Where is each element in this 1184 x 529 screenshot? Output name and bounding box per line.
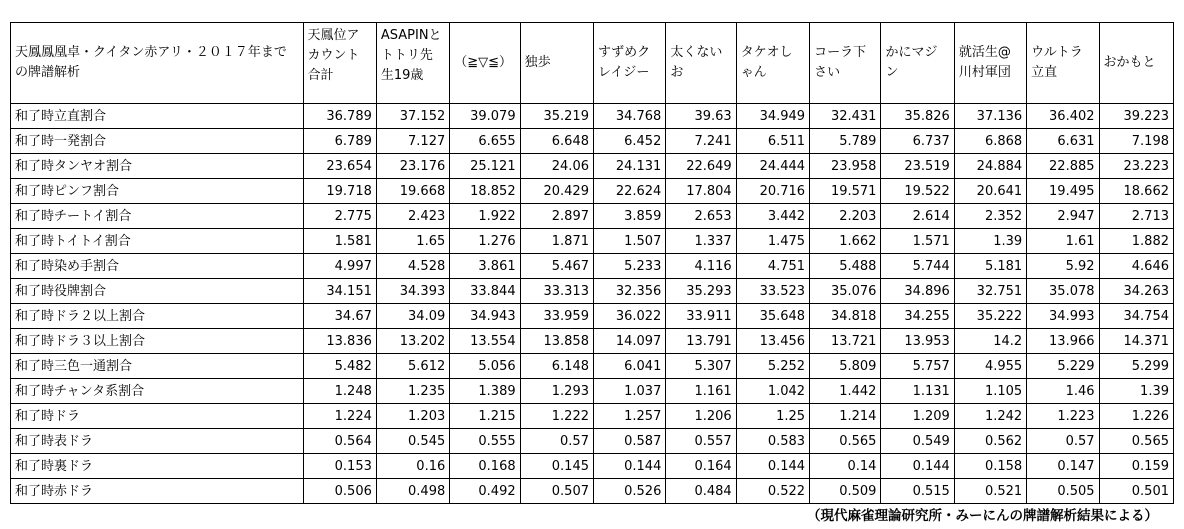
value-cell[interactable]: 19.668 [376, 179, 449, 204]
value-cell[interactable]: 19.571 [810, 179, 881, 204]
value-cell[interactable]: 33.959 [520, 304, 593, 329]
value-cell[interactable]: 34.255 [881, 304, 954, 329]
value-cell[interactable]: 18.662 [1099, 179, 1173, 204]
column-header[interactable]: すずめクレイジー [593, 23, 665, 104]
value-cell[interactable]: 22.624 [593, 179, 665, 204]
value-cell[interactable]: 0.158 [954, 454, 1026, 479]
value-cell[interactable]: 0.16 [376, 454, 449, 479]
value-cell[interactable]: 0.549 [881, 429, 954, 454]
value-cell[interactable]: 1.215 [450, 404, 520, 429]
value-cell[interactable]: 19.495 [1027, 179, 1099, 204]
value-cell[interactable]: 19.718 [303, 179, 376, 204]
value-cell[interactable]: 33.844 [450, 279, 520, 304]
value-cell[interactable]: 1.222 [520, 404, 593, 429]
value-cell[interactable]: 1.571 [881, 229, 954, 254]
column-header[interactable]: おかもと [1099, 23, 1173, 104]
value-cell[interactable]: 0.587 [593, 429, 665, 454]
value-cell[interactable]: 0.583 [736, 429, 809, 454]
column-header[interactable]: ASAPINとトトリ先生19歳 [376, 23, 449, 104]
row-label-cell[interactable]: 和了時表ドラ [11, 429, 304, 454]
value-cell[interactable]: 35.219 [520, 104, 593, 129]
value-cell[interactable]: 6.648 [520, 129, 593, 154]
value-cell[interactable]: 1.235 [376, 379, 449, 404]
table-body [11, 104, 1174, 504]
value-cell[interactable]: 2.775 [303, 204, 376, 229]
value-cell[interactable]: 34.67 [303, 304, 376, 329]
value-cell[interactable]: 6.148 [520, 354, 593, 379]
value-cell[interactable]: 33.313 [520, 279, 593, 304]
value-cell[interactable]: 4.955 [954, 354, 1026, 379]
value-cell[interactable]: 7.198 [1099, 129, 1173, 154]
value-cell[interactable]: 0.492 [450, 479, 520, 504]
table-row [11, 204, 1174, 229]
column-header[interactable]: タケオしゃん [736, 23, 809, 104]
value-cell[interactable]: 22.885 [1027, 154, 1099, 179]
value-cell[interactable]: 20.429 [520, 179, 593, 204]
value-cell[interactable]: 0.145 [520, 454, 593, 479]
value-cell[interactable]: 1.223 [1027, 404, 1099, 429]
source-credit: （現代麻雀理論研究所・みーにんの牌譜解析結果による） [807, 508, 1158, 524]
value-cell[interactable]: 1.037 [593, 379, 665, 404]
value-cell[interactable]: 1.105 [954, 379, 1026, 404]
value-cell[interactable]: 35.648 [736, 304, 809, 329]
value-cell[interactable]: 23.176 [376, 154, 449, 179]
value-cell[interactable]: 6.631 [1027, 129, 1099, 154]
row-label-cell[interactable]: 和了時赤ドラ [11, 479, 304, 504]
value-cell[interactable]: 25.121 [450, 154, 520, 179]
value-cell[interactable]: 13.554 [450, 329, 520, 354]
value-cell[interactable]: 3.861 [450, 254, 520, 279]
value-cell[interactable]: 1.475 [736, 229, 809, 254]
value-cell[interactable]: 34.263 [1099, 279, 1173, 304]
table-row [11, 154, 1174, 179]
table-row [11, 379, 1174, 404]
value-cell[interactable]: 35.076 [810, 279, 881, 304]
value-cell[interactable]: 0.522 [736, 479, 809, 504]
column-header[interactable]: 就活生@川村軍団 [954, 23, 1026, 104]
table-row [11, 354, 1174, 379]
row-label-cell[interactable]: 和了時トイトイ割合 [11, 229, 304, 254]
value-cell[interactable]: 5.299 [1099, 354, 1173, 379]
value-cell[interactable]: 23.654 [303, 154, 376, 179]
value-cell[interactable]: 1.882 [1099, 229, 1173, 254]
value-cell[interactable]: 20.641 [954, 179, 1026, 204]
value-cell[interactable]: 39.223 [1099, 104, 1173, 129]
value-cell[interactable]: 1.209 [881, 404, 954, 429]
value-cell[interactable]: 18.852 [450, 179, 520, 204]
value-cell[interactable]: 0.168 [450, 454, 520, 479]
row-label-cell[interactable]: 和了時染め手割合 [11, 254, 304, 279]
value-cell[interactable]: 33.523 [736, 279, 809, 304]
value-cell[interactable]: 6.452 [593, 129, 665, 154]
value-cell[interactable]: 24.884 [954, 154, 1026, 179]
value-cell[interactable]: 5.757 [881, 354, 954, 379]
value-cell[interactable]: 13.953 [881, 329, 954, 354]
value-cell[interactable]: 36.402 [1027, 104, 1099, 129]
value-cell[interactable]: 22.649 [666, 154, 736, 179]
value-cell[interactable]: 0.505 [1027, 479, 1099, 504]
value-cell[interactable]: 2.897 [520, 204, 593, 229]
value-cell[interactable]: 0.564 [303, 429, 376, 454]
value-cell[interactable]: 1.337 [666, 229, 736, 254]
table-row [11, 104, 1174, 129]
value-cell[interactable]: 24.444 [736, 154, 809, 179]
value-cell[interactable]: 1.226 [1099, 404, 1173, 429]
value-cell[interactable]: 5.482 [303, 354, 376, 379]
value-cell[interactable]: 0.144 [593, 454, 665, 479]
value-cell[interactable]: 37.152 [376, 104, 449, 129]
value-cell[interactable]: 4.528 [376, 254, 449, 279]
row-label-cell[interactable]: 和了時チャンタ系割合 [11, 379, 304, 404]
table-row [11, 229, 1174, 254]
value-cell[interactable]: 36.022 [593, 304, 665, 329]
row-label-cell[interactable]: 和了時三色一通割合 [11, 354, 304, 379]
column-header[interactable]: ウルトラ立直 [1027, 23, 1099, 104]
table-row [11, 429, 1174, 454]
value-cell[interactable]: 13.836 [303, 329, 376, 354]
value-cell[interactable]: 1.248 [303, 379, 376, 404]
value-cell[interactable]: 1.442 [810, 379, 881, 404]
value-cell[interactable]: 5.488 [810, 254, 881, 279]
value-cell[interactable]: 3.442 [736, 204, 809, 229]
value-cell[interactable]: 0.144 [736, 454, 809, 479]
value-cell[interactable]: 6.789 [303, 129, 376, 154]
value-cell[interactable]: 2.614 [881, 204, 954, 229]
table-row [11, 404, 1174, 429]
value-cell[interactable]: 1.39 [1099, 379, 1173, 404]
value-cell[interactable]: 23.519 [881, 154, 954, 179]
value-cell[interactable]: 6.868 [954, 129, 1026, 154]
column-header[interactable]: （≧▽≦） [450, 23, 520, 104]
value-cell[interactable]: 0.14 [810, 454, 881, 479]
value-cell[interactable]: 1.293 [520, 379, 593, 404]
value-cell[interactable]: 0.57 [1027, 429, 1099, 454]
column-header[interactable]: コーラ下さい [810, 23, 881, 104]
value-cell[interactable]: 5.252 [736, 354, 809, 379]
value-cell[interactable]: 1.581 [303, 229, 376, 254]
value-cell[interactable]: 1.507 [593, 229, 665, 254]
value-cell[interactable]: 0.506 [303, 479, 376, 504]
value-cell[interactable]: 1.214 [810, 404, 881, 429]
value-cell[interactable]: 34.896 [881, 279, 954, 304]
value-cell[interactable]: 14.371 [1099, 329, 1173, 354]
value-cell[interactable]: 1.662 [810, 229, 881, 254]
value-cell[interactable]: 1.242 [954, 404, 1026, 429]
value-cell[interactable]: 0.498 [376, 479, 449, 504]
row-label-cell[interactable]: 和了時ドラ [11, 404, 304, 429]
value-cell[interactable]: 5.744 [881, 254, 954, 279]
value-cell[interactable]: 13.202 [376, 329, 449, 354]
value-cell[interactable]: 5.789 [810, 129, 881, 154]
value-cell[interactable]: 1.257 [593, 404, 665, 429]
value-cell[interactable]: 34.943 [450, 304, 520, 329]
value-cell[interactable]: 14.097 [593, 329, 665, 354]
value-cell[interactable]: 4.646 [1099, 254, 1173, 279]
value-cell[interactable]: 4.997 [303, 254, 376, 279]
value-cell[interactable]: 34.768 [593, 104, 665, 129]
value-cell[interactable]: 0.509 [810, 479, 881, 504]
row-label-cell[interactable]: 和了時立直割合 [11, 104, 304, 129]
value-cell[interactable]: 32.356 [593, 279, 665, 304]
value-cell[interactable]: 0.526 [593, 479, 665, 504]
value-cell[interactable]: 34.754 [1099, 304, 1173, 329]
value-cell[interactable]: 1.25 [736, 404, 809, 429]
value-cell[interactable]: 13.966 [1027, 329, 1099, 354]
value-cell[interactable]: 5.181 [954, 254, 1026, 279]
value-cell[interactable]: 13.858 [520, 329, 593, 354]
value-cell[interactable]: 0.57 [520, 429, 593, 454]
value-cell[interactable]: 0.515 [881, 479, 954, 504]
value-cell[interactable]: 24.131 [593, 154, 665, 179]
column-header[interactable]: 天鳳位アカウント合計 [303, 23, 376, 104]
value-cell[interactable]: 36.789 [303, 104, 376, 129]
value-cell[interactable]: 19.522 [881, 179, 954, 204]
column-header[interactable]: かにマジン [881, 23, 954, 104]
value-cell[interactable]: 5.467 [520, 254, 593, 279]
value-cell[interactable]: 14.2 [954, 329, 1026, 354]
value-cell[interactable]: 2.203 [810, 204, 881, 229]
value-cell[interactable]: 5.809 [810, 354, 881, 379]
row-label-cell[interactable]: 和了時タンヤオ割合 [11, 154, 304, 179]
value-cell[interactable]: 1.39 [954, 229, 1026, 254]
table-row [11, 329, 1174, 354]
value-cell[interactable]: 5.056 [450, 354, 520, 379]
value-cell[interactable]: 23.223 [1099, 154, 1173, 179]
row-label-cell[interactable]: 和了時役牌割合 [11, 279, 304, 304]
value-cell[interactable]: 0.562 [954, 429, 1026, 454]
row-label-cell[interactable]: 和了時ピンフ割合 [11, 179, 304, 204]
row-label-cell[interactable]: 和了時一発割合 [11, 129, 304, 154]
value-cell[interactable]: 0.507 [520, 479, 593, 504]
column-header[interactable]: 独歩 [520, 23, 593, 104]
value-cell[interactable]: 32.431 [810, 104, 881, 129]
column-header[interactable]: 太くないお [666, 23, 736, 104]
value-cell[interactable]: 5.233 [593, 254, 665, 279]
value-cell[interactable]: 17.804 [666, 179, 736, 204]
value-cell[interactable]: 0.153 [303, 454, 376, 479]
table-row [11, 304, 1174, 329]
value-cell[interactable]: 34.393 [376, 279, 449, 304]
value-cell[interactable]: 35.293 [666, 279, 736, 304]
value-cell[interactable]: 2.947 [1027, 204, 1099, 229]
value-cell[interactable]: 1.922 [450, 204, 520, 229]
value-cell[interactable]: 34.151 [303, 279, 376, 304]
value-cell[interactable]: 1.389 [450, 379, 520, 404]
value-cell[interactable]: 37.136 [954, 104, 1026, 129]
value-cell[interactable]: 34.818 [810, 304, 881, 329]
value-cell[interactable]: 0.555 [450, 429, 520, 454]
value-cell[interactable]: 5.92 [1027, 254, 1099, 279]
value-cell[interactable]: 1.276 [450, 229, 520, 254]
value-cell[interactable]: 6.041 [593, 354, 665, 379]
value-cell[interactable]: 7.127 [376, 129, 449, 154]
value-cell[interactable]: 4.751 [736, 254, 809, 279]
table-row [11, 254, 1174, 279]
value-cell[interactable]: 6.737 [881, 129, 954, 154]
value-cell[interactable]: 2.713 [1099, 204, 1173, 229]
value-cell[interactable]: 0.164 [666, 454, 736, 479]
value-cell[interactable]: 0.545 [376, 429, 449, 454]
value-cell[interactable]: 7.241 [666, 129, 736, 154]
table-row [11, 454, 1174, 479]
value-cell[interactable]: 4.116 [666, 254, 736, 279]
value-cell[interactable]: 0.521 [954, 479, 1026, 504]
value-cell[interactable]: 1.46 [1027, 379, 1099, 404]
row-label-cell[interactable]: 和了時ドラ２以上割合 [11, 304, 304, 329]
value-cell[interactable]: 0.159 [1099, 454, 1173, 479]
value-cell[interactable]: 23.958 [810, 154, 881, 179]
value-cell[interactable]: 20.716 [736, 179, 809, 204]
value-cell[interactable]: 6.655 [450, 129, 520, 154]
table-title-cell[interactable]: 天鳳鳳凰卓・クイタン赤アリ・２０１７年までの牌譜解析 [11, 23, 304, 104]
value-cell[interactable]: 2.423 [376, 204, 449, 229]
value-cell[interactable]: 6.511 [736, 129, 809, 154]
value-cell[interactable]: 35.222 [954, 304, 1026, 329]
value-cell[interactable]: 1.871 [520, 229, 593, 254]
value-cell[interactable]: 0.557 [666, 429, 736, 454]
value-cell[interactable]: 1.203 [376, 404, 449, 429]
row-label-cell[interactable]: 和了時チートイ割合 [11, 204, 304, 229]
value-cell[interactable]: 34.993 [1027, 304, 1099, 329]
value-cell[interactable]: 34.09 [376, 304, 449, 329]
row-label-cell[interactable]: 和了時裏ドラ [11, 454, 304, 479]
value-cell[interactable]: 34.949 [736, 104, 809, 129]
value-cell[interactable]: 0.501 [1099, 479, 1173, 504]
stats-table [10, 22, 1174, 504]
value-cell[interactable]: 33.911 [666, 304, 736, 329]
value-cell[interactable]: 32.751 [954, 279, 1026, 304]
value-cell[interactable]: 13.791 [666, 329, 736, 354]
value-cell[interactable]: 1.161 [666, 379, 736, 404]
value-cell[interactable]: 1.042 [736, 379, 809, 404]
header-row [11, 23, 1174, 104]
value-cell[interactable]: 1.65 [376, 229, 449, 254]
value-cell[interactable]: 0.144 [881, 454, 954, 479]
value-cell[interactable]: 39.079 [450, 104, 520, 129]
value-cell[interactable]: 1.224 [303, 404, 376, 429]
table-row [11, 279, 1174, 304]
value-cell[interactable]: 5.229 [1027, 354, 1099, 379]
value-cell[interactable]: 35.826 [881, 104, 954, 129]
value-cell[interactable]: 13.456 [736, 329, 809, 354]
row-label-cell[interactable]: 和了時ドラ３以上割合 [11, 329, 304, 354]
value-cell[interactable]: 1.61 [1027, 229, 1099, 254]
value-cell[interactable]: 1.206 [666, 404, 736, 429]
value-cell[interactable]: 0.565 [1099, 429, 1173, 454]
value-cell[interactable]: 0.147 [1027, 454, 1099, 479]
value-cell[interactable]: 2.653 [666, 204, 736, 229]
table-row [11, 179, 1174, 204]
value-cell[interactable]: 3.859 [593, 204, 665, 229]
value-cell[interactable]: 39.63 [666, 104, 736, 129]
value-cell[interactable]: 35.078 [1027, 279, 1099, 304]
value-cell[interactable]: 1.131 [881, 379, 954, 404]
value-cell[interactable]: 0.565 [810, 429, 881, 454]
table-row [11, 479, 1174, 504]
value-cell[interactable]: 24.06 [520, 154, 593, 179]
value-cell[interactable]: 13.721 [810, 329, 881, 354]
table-row [11, 129, 1174, 154]
value-cell[interactable]: 5.307 [666, 354, 736, 379]
value-cell[interactable]: 0.484 [666, 479, 736, 504]
value-cell[interactable]: 2.352 [954, 204, 1026, 229]
value-cell[interactable]: 5.612 [376, 354, 449, 379]
